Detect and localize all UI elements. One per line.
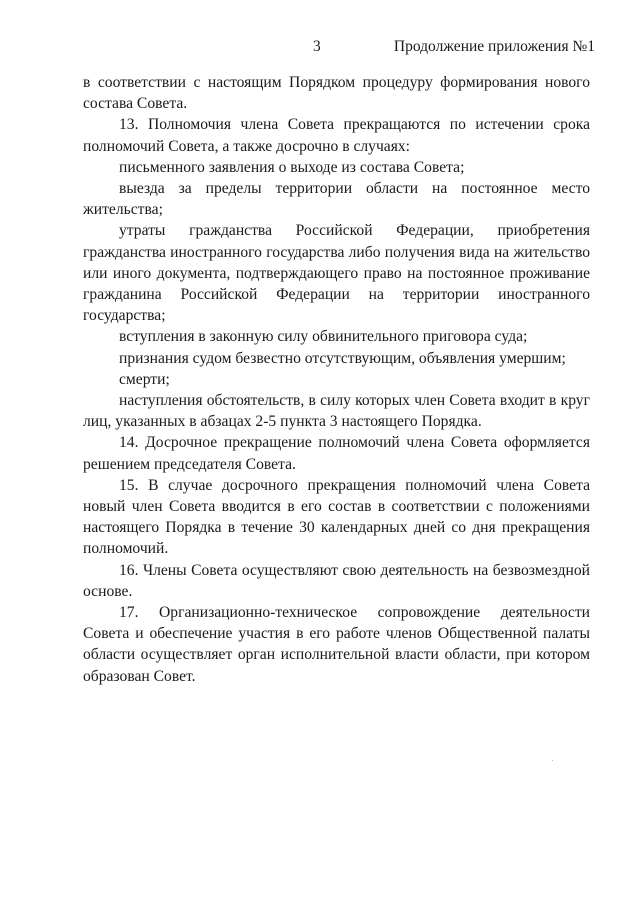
paragraph: 17. Организационно-техническое сопровождение деятельности Совета и обеспечение участия в его работе членов Общественной палаты области осуществляет орган исполнительной власти области, при котором образован Совет. <box>83 604 590 685</box>
paragraph: в соответствии с настоящим Порядком процедуру формирования нового состава Совета. <box>83 74 590 113</box>
paragraph: смерти; <box>119 370 170 388</box>
page-number: 3 <box>313 38 321 55</box>
paragraph: наступления обстоятельств, в силу которых член Совета входит в круг лиц, указанных в абзацах 2-5 пункта 3 настоящего Порядка. <box>83 392 590 431</box>
scan-speck <box>552 760 553 761</box>
paragraph: вступления в законную силу обвинительного приговора суда; <box>119 328 528 346</box>
appendix-continuation-note: Продолжение приложения №1 <box>393 38 595 55</box>
paragraph: признания судом безвестно отсутствующим, объявления умершим; <box>119 349 566 367</box>
paragraph: 14. Досрочное прекращение полномочий члена Совета оформляется решением председателя Совета. <box>83 434 590 473</box>
paragraph: 13. Полномочия члена Совета прекращаются по истечении срока полномочий Совета, а также досрочно в случаях: <box>83 116 590 155</box>
paragraph: письменного заявления о выходе из состава Совета; <box>119 158 465 176</box>
paragraph: 15. В случае досрочного прекращения полномочий члена Совета новый член Совета вводится в его состав в соответствии с положениями настоящего Порядка в течение 30 календарных дней со дня прекращения полномочий. <box>83 476 590 558</box>
paragraph: 16. Члены Совета осуществляют свою деятельность на безвозмездной основе. <box>83 561 590 600</box>
document-body <box>83 72 590 687</box>
page-header <box>0 38 640 58</box>
paragraph: выезда за пределы территории области на постоянное место жительства; <box>83 180 590 219</box>
paragraph: утраты гражданства Российской Федерации, приобретения гражданства иностранного государства либо получения вида на жительство или иного документа, подтверждающего право на постоянное проживание гражданина Российской Федерации на территории иностранного государства; <box>83 222 590 325</box>
